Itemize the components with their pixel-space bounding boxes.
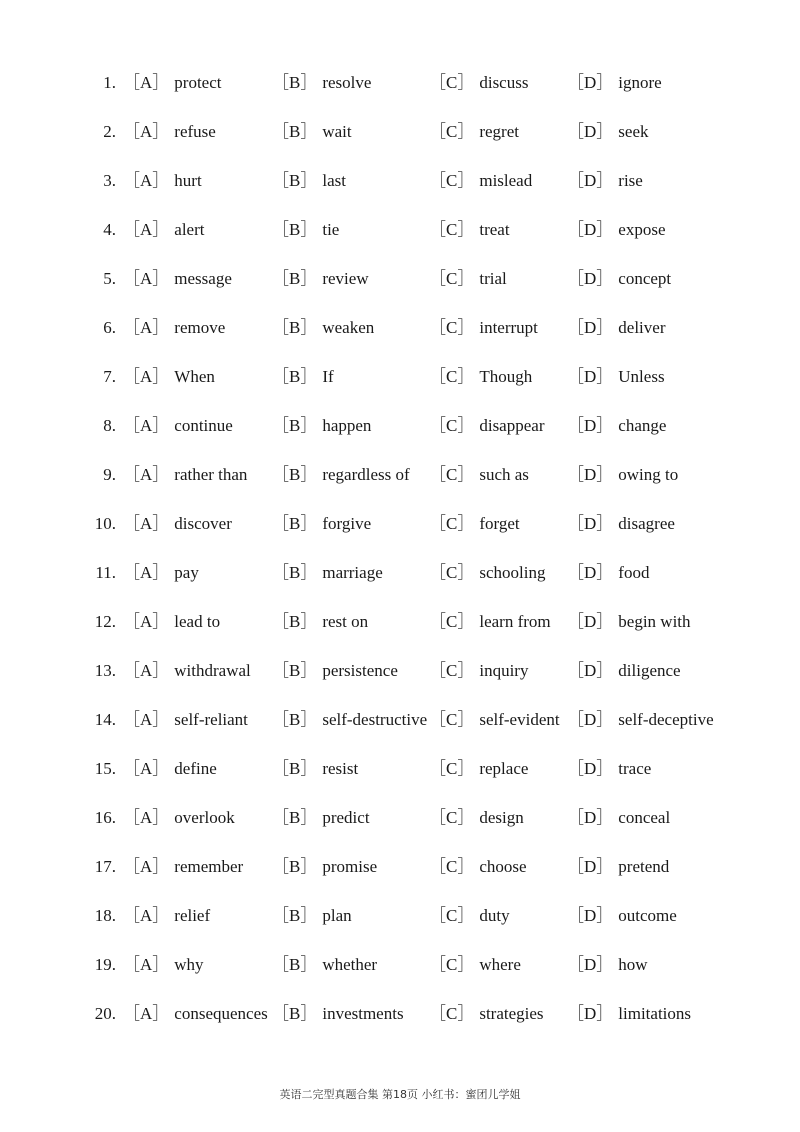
option-letter: ［A］: [123, 514, 170, 533]
option-b: [272, 548, 383, 597]
option-text: discuss: [479, 73, 529, 92]
question-number: 17.: [94, 857, 116, 876]
option-letter: ［D］: [567, 73, 614, 92]
option-letter: ［C］: [429, 171, 475, 190]
option-letter: ［D］: [567, 220, 614, 239]
question-number: 19.: [94, 955, 116, 974]
option-text: mislead: [479, 171, 533, 190]
question-row: [0, 597, 800, 646]
option-text: schooling: [479, 563, 546, 582]
option-b: [272, 891, 352, 940]
question-number: 6.: [103, 318, 116, 337]
option-letter: ［C］: [429, 367, 475, 386]
option-text: regret: [479, 122, 519, 141]
question-row: [0, 401, 800, 450]
option-letter: ［B］: [272, 710, 318, 729]
option-text: concept: [618, 269, 672, 288]
option-b: [272, 597, 368, 646]
option-d: [567, 597, 691, 646]
option-c: [429, 646, 528, 695]
option-text: withdrawal: [174, 661, 251, 680]
question-number: 11.: [95, 563, 116, 582]
option-text: rest on: [322, 612, 369, 631]
option-d: [567, 548, 649, 597]
option-b: [272, 695, 427, 744]
option-text: inquiry: [479, 661, 529, 680]
option-text: deliver: [618, 318, 666, 337]
question-row: [0, 548, 800, 597]
question-row: [0, 793, 800, 842]
option-d: [567, 156, 643, 205]
option-a: [123, 254, 232, 303]
option-text: self-destructive: [322, 710, 428, 729]
option-d: [567, 107, 649, 156]
option-letter: ［D］: [567, 759, 614, 778]
question-row: [0, 744, 800, 793]
option-letter: ［D］: [567, 416, 614, 435]
option-a: [123, 352, 215, 401]
question-row: [0, 989, 800, 1038]
option-a: [123, 989, 268, 1038]
option-letter: ［D］: [567, 857, 614, 876]
option-a: [123, 450, 247, 499]
option-letter: ［B］: [272, 612, 318, 631]
option-b: [272, 303, 374, 352]
option-a: [123, 58, 221, 107]
question-row: [0, 254, 800, 303]
option-letter: ［B］: [272, 759, 318, 778]
option-text: message: [174, 269, 232, 288]
option-c: [429, 940, 521, 989]
option-text: define: [174, 759, 217, 778]
option-letter: ［C］: [429, 318, 475, 337]
option-b: [272, 254, 369, 303]
option-c: [429, 401, 544, 450]
option-b: [272, 989, 404, 1038]
option-b: [272, 793, 370, 842]
option-letter: ［B］: [272, 661, 318, 680]
option-text: predict: [322, 808, 370, 827]
option-letter: ［A］: [123, 416, 170, 435]
option-letter: ［A］: [123, 318, 170, 337]
option-b: [272, 499, 371, 548]
option-letter: ［C］: [429, 514, 475, 533]
option-text: whether: [322, 955, 378, 974]
option-text: limitations: [618, 1004, 692, 1023]
option-text: trial: [479, 269, 507, 288]
option-c: [429, 156, 532, 205]
option-text: such as: [479, 465, 529, 484]
option-letter: ［C］: [429, 563, 475, 582]
option-letter: ［D］: [567, 563, 614, 582]
option-letter: ［A］: [123, 465, 170, 484]
option-text: begin with: [618, 612, 691, 631]
option-a: [123, 156, 202, 205]
option-a: [123, 303, 225, 352]
option-b: [272, 744, 358, 793]
option-text: wait: [322, 122, 352, 141]
option-text: replace: [479, 759, 529, 778]
option-letter: ［D］: [567, 171, 614, 190]
page-footer: 英语二完型真题合集 第18页 小红书：蜜团儿学姐: [279, 1088, 521, 1101]
option-letter: ［A］: [123, 857, 170, 876]
option-a: [123, 205, 204, 254]
option-text: promise: [322, 857, 378, 876]
option-letter: ［A］: [123, 73, 170, 92]
option-text: remember: [174, 857, 244, 876]
option-letter: ［D］: [567, 514, 614, 533]
option-b: [272, 842, 377, 891]
question-row: [0, 107, 800, 156]
option-text: change: [618, 416, 667, 435]
option-a: [123, 107, 216, 156]
option-b: [272, 352, 334, 401]
option-letter: ［D］: [567, 612, 614, 631]
question-number: 7.: [103, 367, 116, 386]
option-letter: ［C］: [429, 759, 475, 778]
option-letter: ［B］: [272, 318, 318, 337]
question-row: [0, 156, 800, 205]
option-b: [272, 156, 346, 205]
option-letter: ［A］: [123, 906, 170, 925]
option-d: [567, 352, 665, 401]
option-a: [123, 940, 204, 989]
question-row: [0, 695, 800, 744]
question-row: [0, 940, 800, 989]
option-letter: ［B］: [272, 955, 318, 974]
option-c: [429, 744, 528, 793]
option-c: [429, 450, 529, 499]
option-text: refuse: [174, 122, 216, 141]
option-text: treat: [479, 220, 510, 239]
option-a: [123, 499, 232, 548]
option-letter: ［A］: [123, 661, 170, 680]
option-letter: ［D］: [567, 955, 614, 974]
option-a: [123, 548, 199, 597]
question-row: [0, 205, 800, 254]
option-a: [123, 842, 243, 891]
option-b: [272, 401, 371, 450]
option-d: [567, 58, 662, 107]
option-text: plan: [322, 906, 352, 925]
option-a: [123, 597, 220, 646]
option-c: [429, 254, 507, 303]
option-letter: ［A］: [123, 563, 170, 582]
option-d: [567, 842, 669, 891]
option-letter: ［D］: [567, 1004, 614, 1023]
option-b: [272, 940, 377, 989]
option-text: happen: [322, 416, 372, 435]
option-letter: ［B］: [272, 367, 318, 386]
option-d: [567, 254, 671, 303]
option-text: diligence: [618, 661, 681, 680]
option-text: investments: [322, 1004, 404, 1023]
option-text: alert: [174, 220, 205, 239]
option-c: [429, 205, 510, 254]
option-b: [272, 450, 410, 499]
option-text: rise: [618, 171, 643, 190]
option-letter: ［C］: [429, 661, 475, 680]
option-text: When: [174, 367, 215, 386]
option-d: [567, 989, 691, 1038]
option-letter: ［C］: [429, 906, 475, 925]
option-c: [429, 891, 510, 940]
option-text: ignore: [618, 73, 662, 92]
option-text: disagree: [618, 514, 675, 533]
question-row: [0, 891, 800, 940]
option-c: [429, 597, 551, 646]
option-text: interrupt: [479, 318, 538, 337]
option-text: why: [174, 955, 204, 974]
option-letter: ［A］: [123, 269, 170, 288]
option-a: [123, 695, 248, 744]
option-letter: ［A］: [123, 122, 170, 141]
question-number: 18.: [94, 906, 116, 925]
option-text: Unless: [618, 367, 665, 386]
option-letter: ［B］: [272, 122, 318, 141]
question-row: [0, 352, 800, 401]
option-letter: ［B］: [272, 171, 318, 190]
option-d: [567, 205, 666, 254]
option-b: [272, 58, 371, 107]
option-text: trace: [618, 759, 652, 778]
option-text: pay: [174, 563, 199, 582]
question-number: 16.: [94, 808, 116, 827]
option-d: [567, 646, 681, 695]
question-row: [0, 499, 800, 548]
option-text: food: [618, 563, 650, 582]
option-letter: ［D］: [567, 318, 614, 337]
option-text: seek: [618, 122, 649, 141]
question-number: 2.: [103, 122, 116, 141]
option-d: [567, 793, 670, 842]
option-text: learn from: [479, 612, 551, 631]
option-text: forgive: [322, 514, 372, 533]
option-letter: ［B］: [272, 808, 318, 827]
option-b: [272, 107, 352, 156]
question-row: [0, 58, 800, 107]
option-letter: ［B］: [272, 857, 318, 876]
option-letter: ［D］: [567, 465, 614, 484]
question-row: [0, 303, 800, 352]
option-d: [567, 891, 677, 940]
option-text: last: [322, 171, 346, 190]
option-text: persistence: [322, 661, 398, 680]
option-letter: ［B］: [272, 269, 318, 288]
option-d: [567, 450, 678, 499]
option-text: how: [618, 955, 648, 974]
option-text: pretend: [618, 857, 670, 876]
option-text: If: [322, 367, 334, 386]
option-letter: ［D］: [567, 367, 614, 386]
option-text: Though: [479, 367, 533, 386]
option-letter: ［C］: [429, 220, 475, 239]
option-letter: ［C］: [429, 612, 475, 631]
option-letter: ［C］: [429, 465, 475, 484]
option-text: discover: [174, 514, 232, 533]
option-a: [123, 793, 235, 842]
option-text: regardless of: [322, 465, 410, 484]
option-letter: ［C］: [429, 710, 475, 729]
option-letter: ［A］: [123, 710, 170, 729]
option-letter: ［D］: [567, 661, 614, 680]
option-text: continue: [174, 416, 233, 435]
option-d: [567, 401, 666, 450]
option-a: [123, 744, 217, 793]
option-letter: ［B］: [272, 906, 318, 925]
option-d: [567, 695, 714, 744]
option-letter: ［B］: [272, 1004, 318, 1023]
option-d: [567, 303, 665, 352]
option-text: strategies: [479, 1004, 544, 1023]
option-c: [429, 107, 519, 156]
option-b: [272, 205, 339, 254]
option-text: weaken: [322, 318, 375, 337]
option-text: relief: [174, 906, 211, 925]
question-number: 5.: [103, 269, 116, 288]
option-letter: ［C］: [429, 857, 475, 876]
option-d: [567, 744, 651, 793]
option-c: [429, 58, 528, 107]
option-letter: ［D］: [567, 122, 614, 141]
question-number: 4.: [103, 220, 116, 239]
option-letter: ［B］: [272, 416, 318, 435]
option-text: where: [479, 955, 521, 974]
option-text: self-deceptive: [618, 710, 714, 729]
question-number: 3.: [103, 171, 116, 190]
option-b: [272, 646, 398, 695]
option-text: disappear: [479, 416, 545, 435]
option-letter: ［D］: [567, 710, 614, 729]
option-letter: ［A］: [123, 171, 170, 190]
question-number: 20.: [94, 1004, 116, 1023]
option-a: [123, 646, 251, 695]
question-number: 14.: [94, 710, 116, 729]
option-text: hurt: [174, 171, 202, 190]
option-letter: ［D］: [567, 808, 614, 827]
option-text: rather than: [174, 465, 248, 484]
option-text: conceal: [618, 808, 671, 827]
option-letter: ［C］: [429, 73, 475, 92]
option-d: [567, 940, 648, 989]
option-letter: ［C］: [429, 269, 475, 288]
option-text: lead to: [174, 612, 221, 631]
option-letter: ［B］: [272, 514, 318, 533]
option-letter: ［C］: [429, 416, 475, 435]
question-number: 9.: [103, 465, 116, 484]
option-text: outcome: [618, 906, 677, 925]
option-text: choose: [479, 857, 527, 876]
option-letter: ［A］: [123, 1004, 170, 1023]
option-text: self-reliant: [174, 710, 248, 729]
option-text: duty: [479, 906, 510, 925]
option-text: marriage: [322, 563, 383, 582]
question-number: 13.: [94, 661, 116, 680]
option-letter: ［A］: [123, 759, 170, 778]
question-number: 12.: [94, 612, 116, 631]
option-letter: ［A］: [123, 808, 170, 827]
option-d: [567, 499, 675, 548]
option-text: overlook: [174, 808, 235, 827]
option-text: self-evident: [479, 710, 560, 729]
option-c: [429, 842, 527, 891]
option-c: [429, 499, 520, 548]
option-letter: ［A］: [123, 612, 170, 631]
option-letter: ［A］: [123, 955, 170, 974]
question-number: 10.: [94, 514, 116, 533]
question-row: [0, 842, 800, 891]
option-text: resist: [322, 759, 359, 778]
option-letter: ［D］: [567, 906, 614, 925]
option-letter: ［C］: [429, 808, 475, 827]
option-letter: ［C］: [429, 1004, 475, 1023]
question-row: [0, 450, 800, 499]
option-letter: ［C］: [429, 122, 475, 141]
question-list: [0, 58, 800, 1038]
option-text: owing to: [618, 465, 679, 484]
option-letter: ［A］: [123, 367, 170, 386]
question-row: [0, 646, 800, 695]
option-text: consequences: [174, 1004, 268, 1023]
option-c: [429, 303, 538, 352]
option-text: review: [322, 269, 369, 288]
question-number: 15.: [94, 759, 116, 778]
option-letter: ［B］: [272, 465, 318, 484]
option-text: resolve: [322, 73, 372, 92]
option-letter: ［B］: [272, 73, 318, 92]
question-number: 8.: [103, 416, 116, 435]
option-letter: ［A］: [123, 220, 170, 239]
option-c: [429, 548, 545, 597]
option-text: design: [479, 808, 524, 827]
option-letter: ［B］: [272, 220, 318, 239]
option-text: expose: [618, 220, 666, 239]
option-a: [123, 401, 233, 450]
option-text: remove: [174, 318, 226, 337]
question-number: 1.: [103, 73, 116, 92]
option-text: tie: [322, 220, 340, 239]
option-text: protect: [174, 73, 222, 92]
option-letter: ［D］: [567, 269, 614, 288]
option-c: [429, 793, 524, 842]
option-letter: ［C］: [429, 955, 475, 974]
option-c: [429, 695, 560, 744]
option-a: [123, 891, 210, 940]
option-text: forget: [479, 514, 520, 533]
option-c: [429, 352, 532, 401]
option-c: [429, 989, 544, 1038]
option-letter: ［B］: [272, 563, 318, 582]
